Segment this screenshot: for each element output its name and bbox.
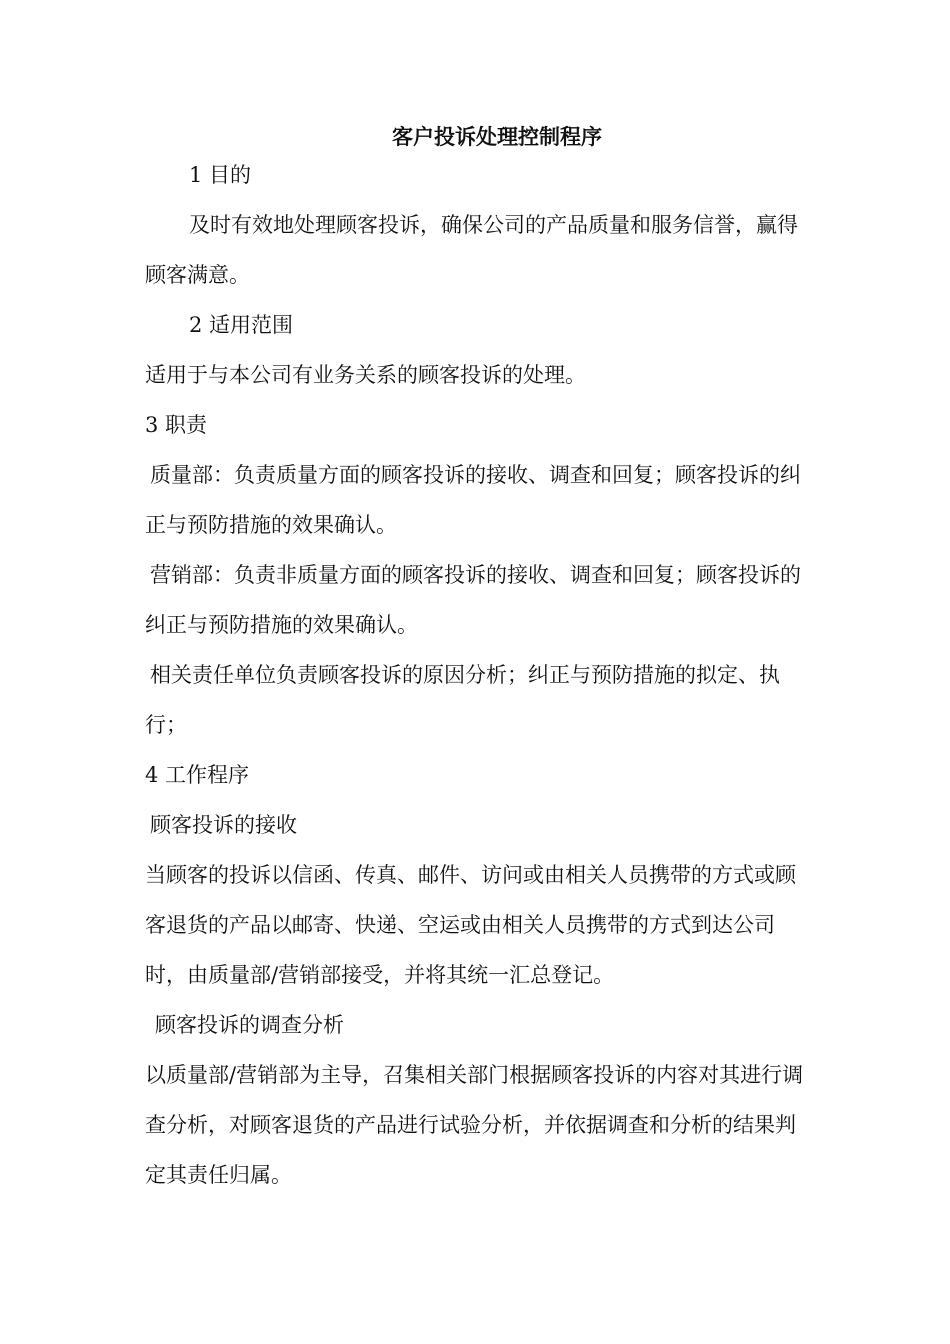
section-3-heading: 3 职责 bbox=[145, 413, 208, 437]
section-4-heading: 4 工作程序 bbox=[145, 763, 250, 787]
section-2-heading: 2 适用范围 bbox=[189, 313, 294, 337]
section-3-related-duty: 相关责任单位负责顾客投诉的原因分析；纠正与预防措施的拟定、执行； bbox=[145, 663, 780, 737]
section-1-body: 及时有效地处理顾客投诉，确保公司的产品质量和服务信誉，赢得顾客满意。 bbox=[145, 213, 798, 287]
section-3-marketing-duty: 营销部：负责非质量方面的顾客投诉的接收、调查和回复；顾客投诉的纠正与预防措施的效果确认。 bbox=[145, 563, 801, 637]
section-2-body: 适用于与本公司有业务关系的顾客投诉的处理。 bbox=[145, 363, 586, 387]
document-title: 客户投诉处理控制程序 bbox=[392, 124, 602, 149]
section-4-receive-body: 当顾客的投诉以信函、传真、邮件、访问或由相关人员携带的方式或顾客退货的产品以邮寄、快递、空运或由相关人员携带的方式到达公司时，由质量部/营销部接受，并将其统一汇总登记。 bbox=[145, 863, 796, 987]
section-4-investigate-body: 以质量部/营销部为主导，召集相关部门根据顾客投诉的内容对其进行调查分析，对顾客退货的产品进行试验分析，并依据调查和分析的结果判定其责任归属。 bbox=[145, 1063, 804, 1187]
section-3-quality-duty: 质量部：负责质量方面的顾客投诉的接收、调查和回复；顾客投诉的纠正与预防措施的效果确认。 bbox=[145, 463, 801, 537]
section-4-investigate-heading: 顾客投诉的调查分析 bbox=[155, 1013, 344, 1037]
section-4-receive-heading: 顾客投诉的接收 bbox=[150, 813, 297, 837]
section-1-heading: 1 目的 bbox=[189, 163, 252, 187]
